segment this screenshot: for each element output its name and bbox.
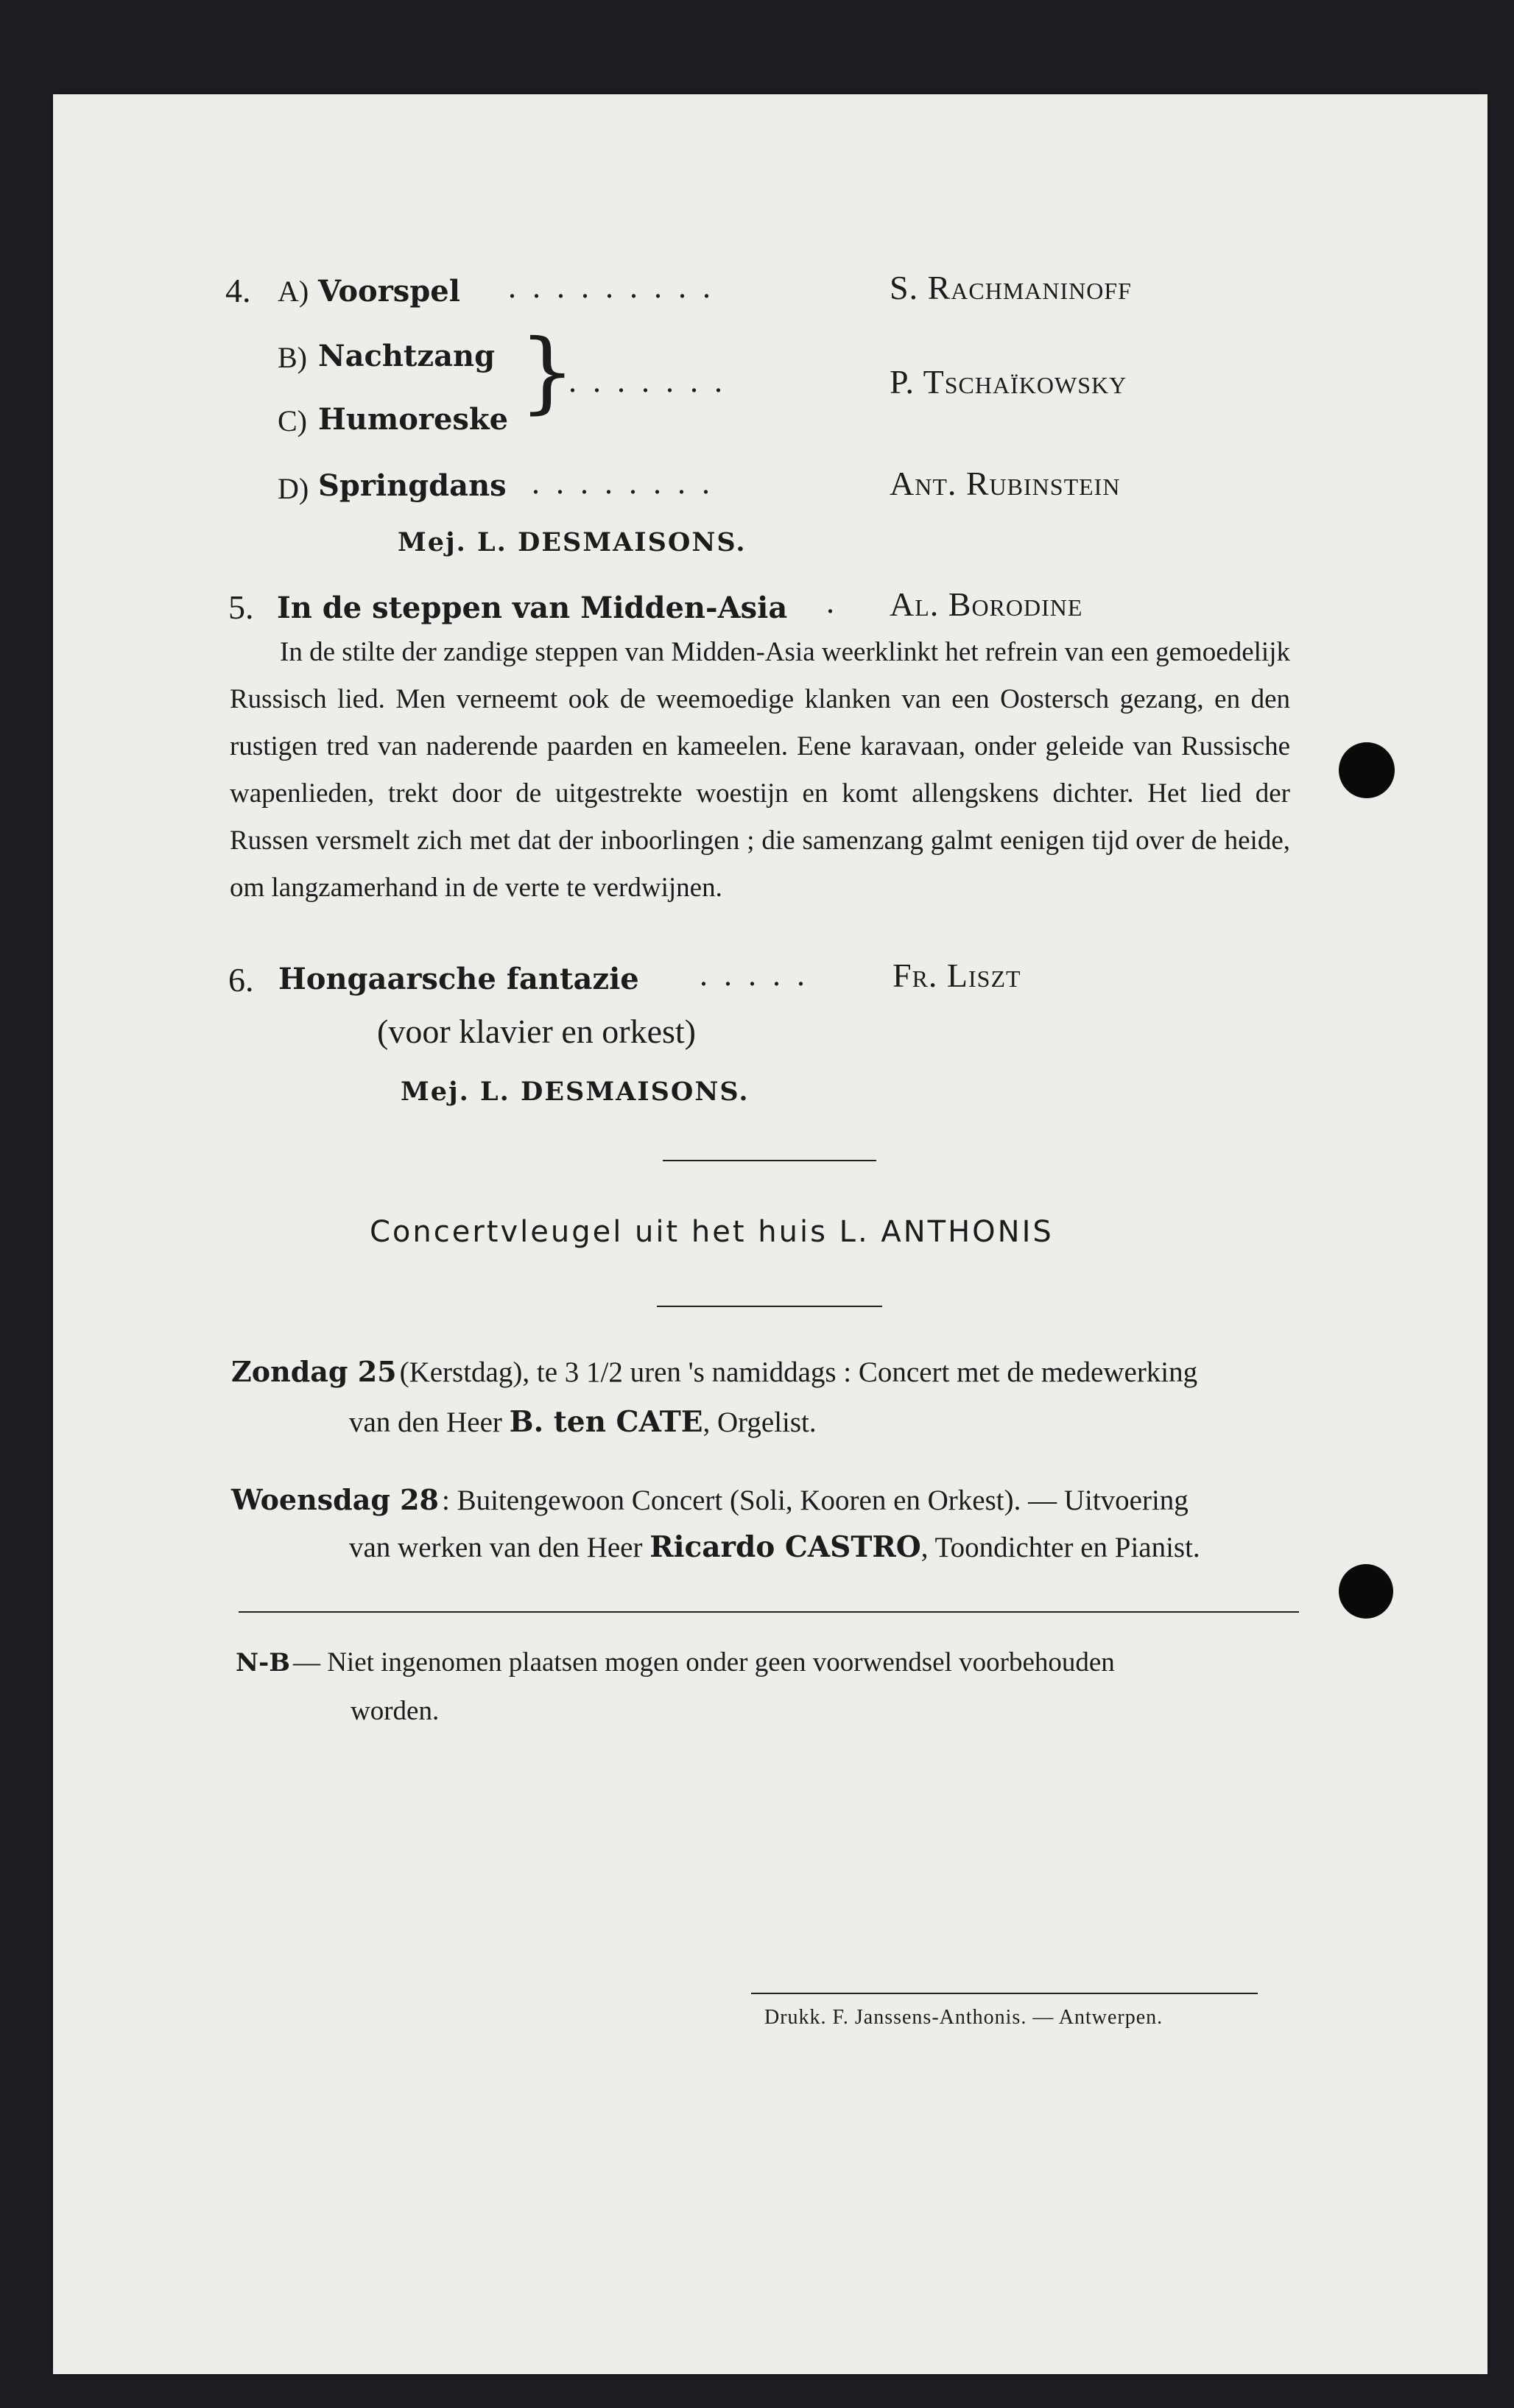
item-4c-letter: C): [278, 404, 307, 437]
leader-dots: .: [826, 584, 851, 620]
item-4d-letter: D): [278, 472, 309, 505]
item-4a-title: Voorspel: [318, 274, 460, 309]
performer-name: B. ten CATE: [509, 1405, 703, 1439]
event-text: van werken van den Heer: [349, 1532, 643, 1563]
item-5-description-text: In de stilte der zandige steppen van Midden-Asia weerklinkt het refrein van een gemoedelijk Russisch lied. Men verneemt ook de weemoedige klanken van een Oostersch gezang, en den rustigen tred van naderende paarden en kameelen. Eene karavaan, onder geleide van Russische wapenlieden, trekt door de uitgestrekte woestijn en komt allengskens dichter. Het lied der Russen versmelt zich met dat der inboorlingen ; die samenzang galmt eenigen tijd over de heide, om langzamerhand in de verte te verdwijnen.: [230, 637, 1290, 903]
event-text: van den Heer: [349, 1407, 502, 1438]
item-5-composer: Al. Borodine: [890, 585, 1083, 623]
nb-note: [236, 1647, 1115, 1678]
brace-symbol: }: [519, 321, 576, 423]
item-5-description: [230, 629, 1290, 912]
item-4-performer: Mej. L. DESMAISONS.: [398, 527, 747, 557]
divider: [663, 1160, 876, 1161]
item-4a-letter: A): [278, 275, 309, 308]
event-text: , Toondichter en Pianist.: [920, 1532, 1200, 1563]
item-6-title: Hongaarsche fantazie: [278, 962, 639, 996]
event-text: : Buitengewoon Concert (Soli, Kooren en Orkest). — Uitvoering: [442, 1485, 1189, 1516]
item-4d-composer: Ant. Rubinstein: [890, 465, 1121, 502]
event-zondag-line2: [349, 1405, 817, 1439]
item-4d-title: Springdans: [318, 468, 507, 503]
event-text: (Kerstdag), te 3 1/2 uren 's namiddags : Concert met de medewerking: [399, 1356, 1198, 1388]
nb-text: — Niet ingenomen plaatsen mogen onder geen voorwendsel voorbehouden: [292, 1647, 1115, 1677]
leader-dots: .........: [508, 269, 727, 305]
event-day: Zondag 25: [231, 1355, 397, 1388]
item-6-number: 6.: [228, 961, 254, 999]
item-4b-title: Nachtzang: [318, 339, 496, 373]
event-day: Woensdag 28: [231, 1483, 439, 1516]
program-page: [53, 94, 1487, 2374]
leader-dots: ........: [532, 465, 726, 501]
item-4bc-composer: P. Tschaïkowsky: [890, 363, 1127, 401]
punch-hole: [1339, 742, 1395, 798]
event-zondag: [231, 1355, 1197, 1389]
nb-label: N-B: [236, 1648, 290, 1677]
item-5-title: In de steppen van Midden-Asia: [277, 591, 788, 625]
event-woensdag: [231, 1483, 1189, 1517]
divider: [239, 1611, 1299, 1613]
item-4-number: 4.: [225, 272, 251, 309]
leader-dots: .....: [700, 957, 821, 993]
concertvleugel-note: Concertvleugel uit het huis L. ANTHONIS: [370, 1215, 1054, 1249]
item-4c-title: Humoreske: [318, 402, 509, 437]
item-6-subtitle: (voor klavier en orkest): [377, 1013, 697, 1050]
item-4a-composer: S. Rachmaninoff: [890, 269, 1132, 306]
divider: [657, 1306, 882, 1307]
item-4b-letter: B): [278, 341, 307, 374]
performer-name: Ricardo CASTRO: [649, 1530, 921, 1564]
event-woensdag-line2: [349, 1530, 1200, 1564]
event-text: , Orgelist.: [703, 1407, 817, 1438]
leader-dots: .......: [568, 363, 739, 399]
divider: [751, 1993, 1258, 1994]
nb-text-line2: worden.: [351, 1696, 440, 1726]
item-6-performer: Mej. L. DESMAISONS.: [401, 1077, 750, 1107]
printer-credit: Drukk. F. Janssens-Anthonis. — Antwerpen.: [764, 2006, 1163, 2029]
punch-hole: [1339, 1564, 1393, 1619]
item-5-number: 5.: [228, 588, 254, 626]
item-6-composer: Fr. Liszt: [892, 957, 1021, 994]
